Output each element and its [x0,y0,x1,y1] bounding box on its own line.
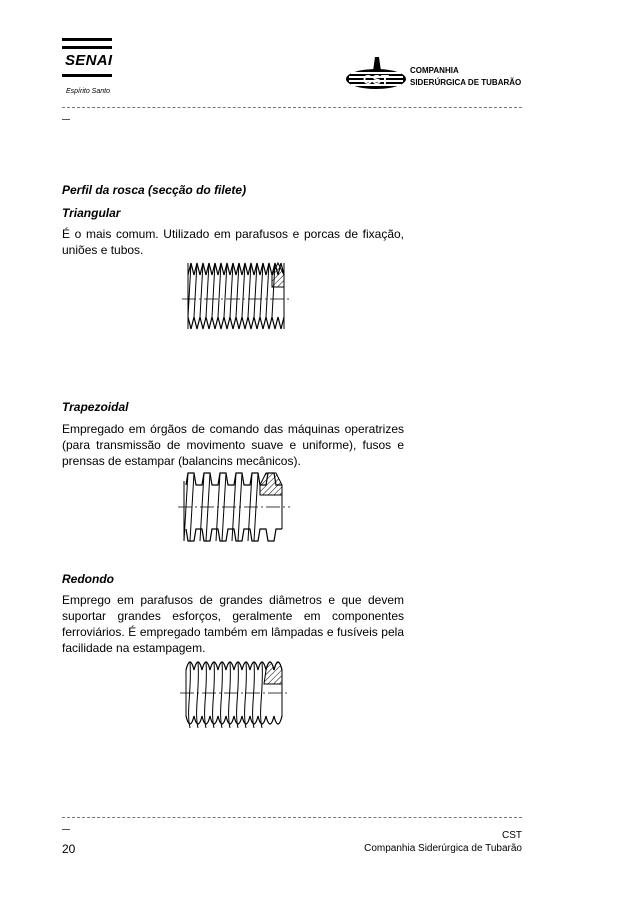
page-number: 20 [62,842,76,856]
footer-org [364,829,522,855]
footer-divider [62,817,522,818]
triangular-title: Triangular [62,206,121,220]
triangular-thread-figure [160,257,290,335]
senai-logo-text: SENAI [65,52,113,69]
company-name [410,65,521,89]
trapezoidal-thread-figure [160,467,290,547]
senai-subtitle: Espírito Santo [66,88,110,95]
cst-logo-icon [345,57,407,91]
redondo-text: Emprego em parafusos de grandes diâmetros e que devem suportar grandes esforços, geralmente em componentes ferroviários. É empregado também em lâmpadas e fusíveis pela facilidade na estampagem. [62,593,404,655]
triangular-text: É o mais comum. Utilizado em parafusos e porcas de fixação, uniões e tubos. [62,227,404,257]
trapezoidal-title: Trapezoidal [62,400,129,414]
company-name-line2: SIDERÚRGICA DE TUBARÃO [410,78,522,87]
footer-org-short: CST [502,830,522,841]
round-thread-figure [160,650,290,736]
section-title: Perfil da rosca (secção do filete) [62,183,247,197]
company-name-line1: COMPANHIA [410,66,459,75]
footer-tick [62,829,70,830]
cst-logo-text: CST [363,72,389,87]
redondo-title: Redondo [62,572,114,586]
footer-org-full: Companhia Siderúrgica de Tubarão [364,843,522,854]
header-tick [62,119,70,120]
header-divider [62,107,522,108]
trapezoidal-text: Empregado em órgãos de comando das máquinas operatrizes (para transmissão de movimento suave e uniforme), fusos e prensas de estampar (balancins mecânicos). [62,422,404,468]
senai-logo [62,38,112,77]
